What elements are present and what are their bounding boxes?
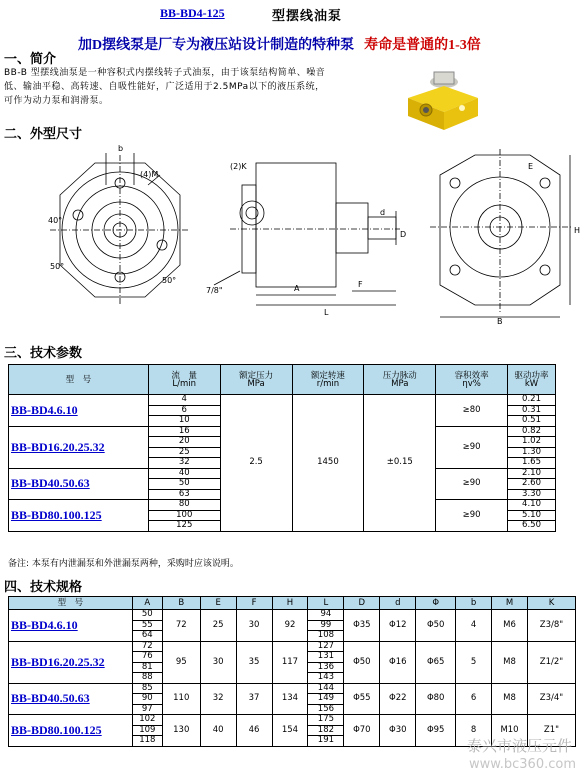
efficiency-cell: ≥90	[436, 468, 508, 500]
tech-specs-table	[8, 596, 576, 747]
spec-a-cell: 88	[132, 673, 162, 684]
spec-l-cell: 136	[308, 662, 344, 673]
col-header-flow: 流 量 L/min	[148, 365, 220, 395]
power-cell: 2.10	[508, 468, 556, 479]
spec-d-cell: Φ22	[380, 683, 416, 715]
power-cell: 0.82	[508, 426, 556, 437]
spec-row	[9, 641, 576, 652]
spec-b-cell: 95	[162, 641, 200, 683]
banner-accent-text: 寿命是普通的1-3倍	[364, 38, 481, 53]
spec-a-cell: 118	[132, 736, 162, 747]
power-cell: 0.51	[508, 416, 556, 427]
spec-e-cell: 32	[200, 683, 236, 715]
end-view-drawing	[430, 149, 572, 317]
spec-l-cell: 131	[308, 652, 344, 663]
power-cell: 0.21	[508, 395, 556, 406]
thread-label: 7/8"	[206, 286, 223, 295]
spec-l-cell: 182	[308, 725, 344, 736]
spec-row	[9, 683, 576, 694]
spec-col-header: b	[456, 597, 492, 610]
spec-a-cell: 72	[132, 641, 162, 652]
spec-phi-cell: Φ95	[416, 715, 456, 747]
power-cell: 3.30	[508, 489, 556, 500]
spec-a-cell: 55	[132, 620, 162, 631]
col-header-speed: 额定转速 r/min	[292, 365, 364, 395]
spec-phi-cell: Φ50	[416, 610, 456, 642]
spec-d-cell: Φ35	[344, 610, 380, 642]
spec-model-link[interactable]: BB-BD16.20.25.32	[9, 641, 133, 683]
spec-col-header: H	[272, 597, 308, 610]
power-cell: 6.50	[508, 521, 556, 532]
spec-b-cell: 5	[456, 641, 492, 683]
spec-h-cell: 154	[272, 715, 308, 747]
spec-a-cell: 50	[132, 610, 162, 621]
efficiency-cell: ≥90	[436, 426, 508, 468]
flow-cell: 25	[148, 447, 220, 458]
spec-phi-cell: Φ65	[416, 641, 456, 683]
spec-k-cell: Z3/8"	[527, 610, 575, 642]
flow-cell: 80	[148, 500, 220, 511]
spec-k-cell: Z1"	[527, 715, 575, 747]
spec-k-cell: Z3/4"	[527, 683, 575, 715]
spec-l-cell: 127	[308, 641, 344, 652]
dim-k-label: (2)K	[230, 162, 247, 171]
spec-d-cell: Φ12	[380, 610, 416, 642]
power-cell: 2.60	[508, 479, 556, 490]
power-cell: 1.30	[508, 447, 556, 458]
flow-cell: 4	[148, 395, 220, 406]
flow-cell: 125	[148, 521, 220, 532]
spec-f-cell: 37	[236, 683, 272, 715]
spec-m-cell: M10	[492, 715, 528, 747]
params-note: 备注: 本泵有内泄漏泵和外泄漏泵两种，采购时应该说明。	[8, 559, 239, 569]
spec-l-cell: 156	[308, 704, 344, 715]
spec-e-cell: 40	[200, 715, 236, 747]
spec-e-cell: 30	[200, 641, 236, 683]
spec-row	[9, 715, 576, 726]
spec-b-cell: 110	[162, 683, 200, 715]
spec-m-cell: M6	[492, 610, 528, 642]
spec-b-cell: 6	[456, 683, 492, 715]
power-cell: 4.10	[508, 500, 556, 511]
dim-H-label: H	[574, 226, 581, 235]
flow-cell: 32	[148, 458, 220, 469]
spec-l-cell: 143	[308, 673, 344, 684]
power-cell: 5.10	[508, 510, 556, 521]
spec-a-cell: 90	[132, 694, 162, 705]
spec-col-header: D	[344, 597, 380, 610]
spec-l-cell: 99	[308, 620, 344, 631]
spec-l-cell: 144	[308, 683, 344, 694]
spec-col-header: B	[162, 597, 200, 610]
speed-cell: 1450	[292, 395, 364, 532]
spec-l-cell: 108	[308, 631, 344, 642]
col-header-model: 型 号	[9, 365, 149, 395]
flow-cell: 40	[148, 468, 220, 479]
spec-d-cell: Φ30	[380, 715, 416, 747]
dim-f-label: F	[358, 280, 363, 289]
spec-col-header: Φ	[416, 597, 456, 610]
flow-cell: 10	[148, 416, 220, 427]
intro-paragraph: BB-B 型摆线油泵是一种容积式内摆线转子式油泵，由于该泵结构简单、噪音低、输油平稳、高转速、自吸性能好，广泛适用于2.5MPa以下的液压系统，可作为动力泵和润滑泵。	[4, 68, 326, 106]
flow-cell: 63	[148, 489, 220, 500]
spec-col-header: A	[132, 597, 162, 610]
spec-d-cell: Φ16	[380, 641, 416, 683]
spec-a-cell: 76	[132, 652, 162, 663]
section-heading-specs: 四、技术规格	[4, 580, 83, 595]
angle-40-label: 40°	[48, 216, 63, 225]
dim-E-label: E	[528, 162, 534, 171]
spec-col-header: d	[380, 597, 416, 610]
spec-m-cell: M8	[492, 641, 528, 683]
flow-cell: 50	[148, 479, 220, 490]
spec-model-link[interactable]: BB-BD80.100.125	[9, 715, 133, 747]
spec-f-cell: 35	[236, 641, 272, 683]
pump-photo	[400, 70, 482, 132]
spec-col-header: 型 号	[9, 597, 133, 610]
flow-cell: 16	[148, 426, 220, 437]
spec-h-cell: 134	[272, 683, 308, 715]
efficiency-cell: ≥90	[436, 500, 508, 532]
dim-B-label: B	[497, 317, 503, 325]
spec-h-cell: 117	[272, 641, 308, 683]
watermark-url: www.bc360.com	[469, 757, 576, 772]
spec-model-link[interactable]: BB-BD40.50.63	[9, 683, 133, 715]
power-cell: 1.02	[508, 437, 556, 448]
spec-col-header: L	[308, 597, 344, 610]
spec-k-cell: Z1/2"	[527, 641, 575, 683]
spec-b-cell: 8	[456, 715, 492, 747]
spec-model-link[interactable]: BB-BD4.6.10	[9, 610, 133, 642]
flow-cell: 6	[148, 405, 220, 416]
col-header-efficiency: 容积效率 ηv%	[436, 365, 508, 395]
flow-cell: 100	[148, 510, 220, 521]
spec-d-cell: Φ50	[344, 641, 380, 683]
angle-50b-label: 50°	[162, 276, 177, 285]
spec-row	[9, 610, 576, 621]
params-model-link[interactable]: BB-BD80.100.125	[9, 500, 149, 532]
spec-d-cell: Φ55	[344, 683, 380, 715]
pressure-cell: 2.5	[220, 395, 292, 532]
params-row	[9, 395, 556, 406]
banner-main-text: 加D摆线泵是厂专为液压站设计制造的特种泵	[78, 38, 355, 53]
section-heading-intro: 一、简介	[4, 52, 57, 67]
spec-l-cell: 191	[308, 736, 344, 747]
spec-d-cell: Φ70	[344, 715, 380, 747]
spec-a-cell: 97	[132, 704, 162, 715]
dim-b-label: b	[118, 145, 124, 153]
spec-f-cell: 46	[236, 715, 272, 747]
spec-a-cell: 85	[132, 683, 162, 694]
outline-drawing	[0, 145, 584, 325]
section-heading-tech-params: 三、技术参数	[4, 346, 83, 361]
spec-b-cell: 130	[162, 715, 200, 747]
model-link-top[interactable]: BB-BD4-125	[160, 6, 225, 20]
spec-col-header: K	[527, 597, 575, 610]
spec-b-cell: 72	[162, 610, 200, 642]
power-cell: 0.31	[508, 405, 556, 416]
spec-m-cell: M8	[492, 683, 528, 715]
dim-m-label: (4)M	[140, 170, 159, 179]
spec-e-cell: 25	[200, 610, 236, 642]
section-heading-dimensions: 二、外型尺寸	[4, 127, 83, 142]
spec-col-header: F	[236, 597, 272, 610]
spec-h-cell: 92	[272, 610, 308, 642]
dim-d-label: d	[380, 208, 386, 217]
power-cell: 1.65	[508, 458, 556, 469]
spec-a-cell: 102	[132, 715, 162, 726]
dim-D-label: D	[400, 230, 407, 239]
spec-f-cell: 30	[236, 610, 272, 642]
tech-params-table	[8, 364, 556, 532]
col-header-pulse: 压力脉动 MPa	[364, 365, 436, 395]
spec-col-header: M	[492, 597, 528, 610]
side-view-drawing	[214, 163, 400, 305]
spec-phi-cell: Φ80	[416, 683, 456, 715]
spec-col-header: E	[200, 597, 236, 610]
spec-a-cell: 109	[132, 725, 162, 736]
spec-l-cell: 175	[308, 715, 344, 726]
promo-banner	[78, 34, 481, 54]
params-model-link[interactable]: BB-BD4.6.10	[9, 395, 149, 427]
page-title: 型摆线油泵	[272, 9, 343, 24]
pulse-cell: ±0.15	[364, 395, 436, 532]
col-header-power: 驱动功率 kW	[508, 365, 556, 395]
spec-l-cell: 94	[308, 610, 344, 621]
efficiency-cell: ≥80	[436, 395, 508, 427]
col-header-pressure: 额定压力 MPa	[220, 365, 292, 395]
angle-50a-label: 50°	[50, 262, 65, 271]
params-model-link[interactable]: BB-BD16.20.25.32	[9, 426, 149, 468]
spec-b-cell: 4	[456, 610, 492, 642]
params-model-link[interactable]: BB-BD40.50.63	[9, 468, 149, 500]
spec-a-cell: 64	[132, 631, 162, 642]
watermark-text: 泰兴市液压元件	[466, 737, 572, 755]
spec-l-cell: 149	[308, 694, 344, 705]
dim-a-label: A	[294, 284, 300, 293]
spec-a-cell: 81	[132, 662, 162, 673]
flow-cell: 20	[148, 437, 220, 448]
dim-l-label: L	[324, 308, 329, 317]
